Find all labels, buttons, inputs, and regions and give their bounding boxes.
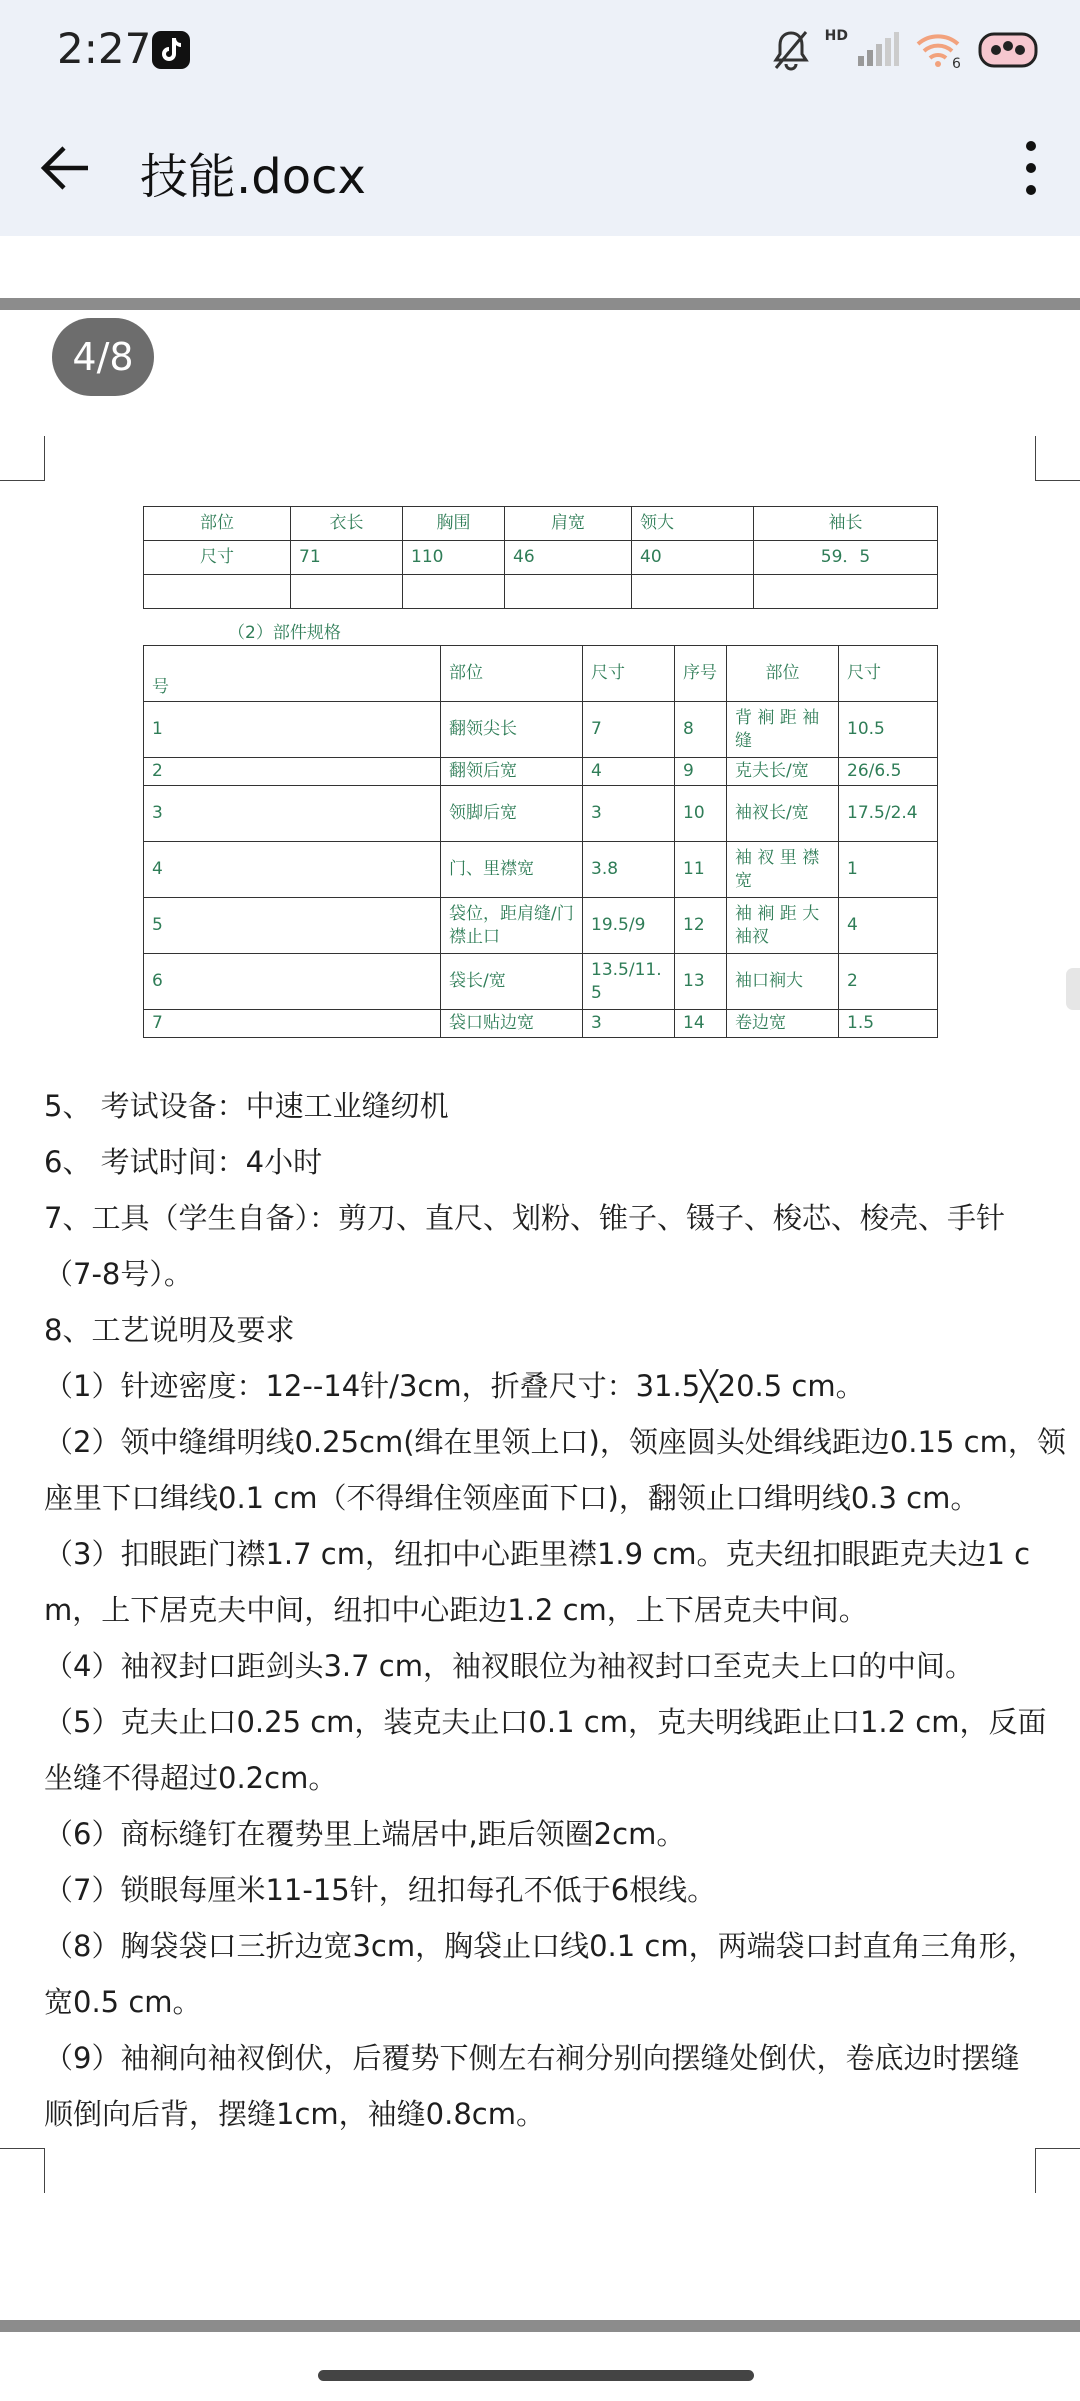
table-cell (754, 575, 938, 609)
table-cell: 11 (675, 842, 727, 898)
table-row (144, 842, 938, 898)
table-cell: 2 (839, 954, 938, 1010)
table-cell: 59．5 (754, 541, 938, 575)
page-corner-mark (0, 436, 45, 481)
table-cell: 领大 (632, 507, 754, 541)
table-cell: 3.8 (583, 842, 675, 898)
signal-icon (856, 32, 900, 68)
size-table (143, 506, 938, 609)
table-cell: 4 (583, 758, 675, 786)
table-cell: 10 (675, 786, 727, 842)
table-cell: 10.5 (839, 702, 938, 758)
table-cell: 40 (632, 541, 754, 575)
paragraph: m，上下居克夫中间，纽扣中心距边1.2 cm，上下居克夫中间。 (44, 1593, 868, 1627)
paragraph: 宽0.5 cm。 (44, 1985, 202, 2019)
paragraph: 6、 考试时间：4小时 (44, 1145, 323, 1179)
paragraph: （1）针迹密度：12--14针/3cm，折叠尺寸：31.5╳20.5 cm。 (44, 1369, 865, 1403)
bell-off-icon (771, 28, 811, 72)
table-cell: 袋位，距肩缝/门襟止口 (441, 898, 583, 954)
table-cell: 门、里襟宽 (441, 842, 583, 898)
table-cell: 19.5/9 (583, 898, 675, 954)
table-caption: （2）部件规格 (228, 623, 341, 643)
table-cell: 1 (144, 702, 441, 758)
table-cell: 12 (675, 898, 727, 954)
table-cell: 克夫长/宽 (727, 758, 839, 786)
table-cell: 衣长 (291, 507, 403, 541)
table-cell: 卷边宽 (727, 1010, 839, 1038)
table-cell: 1.5 (839, 1010, 938, 1038)
table-cell: 5 (144, 898, 441, 954)
table-cell: 2 (144, 758, 441, 786)
table-cell: 部位 (441, 646, 583, 702)
battery-icon (978, 30, 1040, 70)
wifi-icon (914, 30, 964, 70)
table-cell: 尺寸 (583, 646, 675, 702)
app-bar (0, 100, 1080, 236)
table-row (144, 702, 938, 758)
paragraph: （2）领中缝缉明线0.25cm(缉在里领上口)，领座圆头处缉线距边0.15 cm，领 (44, 1425, 1066, 1459)
table-cell: 号 (144, 646, 441, 702)
paragraph: 座里下口缉线0.1 cm（不得缉住领座面下口)，翻领止口缉明线0.3 cm。 (44, 1481, 980, 1515)
table-cell: 4 (144, 842, 441, 898)
table-row (144, 898, 938, 954)
paragraph: 8、工艺说明及要求 (44, 1313, 295, 1347)
network-type-label: HD (824, 28, 848, 44)
table-cell: 袋口贴边宽 (441, 1010, 583, 1038)
wifi-label: 6 (952, 56, 961, 70)
table-cell: 3 (583, 1010, 675, 1038)
gesture-nav-handle[interactable] (318, 2370, 754, 2381)
table-row (144, 786, 938, 842)
table-row (144, 1010, 938, 1038)
table-row (144, 758, 938, 786)
table-cell: 袖 衩 里 襟 宽 (727, 842, 839, 898)
paragraph: 坐缝不得超过0.2cm。 (44, 1761, 338, 1795)
status-icons (771, 28, 1040, 72)
paragraph: （8）胸袋袋口三折边宽3cm，胸袋止口线0.1 cm，两端袋口封直角三角形， (44, 1929, 1037, 1963)
clock: 2:27 (57, 24, 152, 73)
table-cell: 袋长/宽 (441, 954, 583, 1010)
table-cell: 袖 裥 距 大 袖衩 (727, 898, 839, 954)
page-separator (0, 2320, 1080, 2332)
table-cell: 肩宽 (505, 507, 632, 541)
page-separator (0, 298, 1080, 310)
table-cell (632, 575, 754, 609)
table-cell: 背 裥 距 袖 缝 (727, 702, 839, 758)
table-cell: 110 (403, 541, 505, 575)
paragraph: （3）扣眼距门襟1.7 cm，纽扣中心距里襟1.9 cm。克夫纽扣眼距克夫边1 c (44, 1537, 1031, 1571)
paragraph: 顺倒向后背，摆缝1cm，袖缝0.8cm。 (44, 2097, 545, 2131)
page-corner-mark (1035, 2148, 1080, 2193)
table-cell: 13 (675, 954, 727, 1010)
paragraph: （9）袖裥向袖衩倒伏，后覆势下侧左右裥分别向摆缝处倒伏，卷底边时摆缝 (44, 2041, 1020, 2075)
table-cell: 71 (291, 541, 403, 575)
page-indicator: 4/8 (52, 318, 154, 396)
table-cell: 3 (144, 786, 441, 842)
table-cell: 翻领尖长 (441, 702, 583, 758)
table-cell: 部位 (727, 646, 839, 702)
table-cell: 8 (675, 702, 727, 758)
table-cell: 尺寸 (839, 646, 938, 702)
table-cell: 部位 (144, 507, 291, 541)
paragraph: （6）商标缝钉在覆势里上端居中,距后领圈2cm。 (44, 1817, 686, 1851)
table-cell: 袖长 (754, 507, 938, 541)
table-cell: 14 (675, 1010, 727, 1038)
table-cell (291, 575, 403, 609)
tiktok-notification-icon (152, 31, 190, 69)
more-options-icon[interactable] (1016, 136, 1046, 200)
table-cell: 翻领后宽 (441, 758, 583, 786)
table-cell: 胸围 (403, 507, 505, 541)
table-cell: 3 (583, 786, 675, 842)
paragraph: （7-8号）。 (44, 1257, 193, 1291)
paragraph: （4）袖衩封口距剑头3.7 cm，袖衩眼位为袖衩封口至克夫上口的中间。 (44, 1649, 974, 1683)
status-bar (0, 0, 1080, 100)
document-title: 技能.docx (140, 149, 366, 205)
table-row (144, 541, 938, 575)
table-cell (403, 575, 505, 609)
page-corner-mark (1035, 436, 1080, 481)
table-cell: 领脚后宽 (441, 786, 583, 842)
paragraph: （5）克夫止口0.25 cm，装克夫止口0.1 cm，克夫明线距止口1.2 cm，反面 (44, 1705, 1047, 1739)
back-arrow-icon[interactable] (38, 140, 94, 196)
table-cell: 6 (144, 954, 441, 1010)
table-cell: 17.5/2.4 (839, 786, 938, 842)
table-row (144, 507, 938, 541)
page-corner-mark (0, 2148, 45, 2193)
table-cell (144, 575, 291, 609)
document-body (44, 1078, 1066, 2142)
table-cell: 序号 (675, 646, 727, 702)
table-cell: 7 (583, 702, 675, 758)
table-cell: 9 (675, 758, 727, 786)
table-cell: 尺寸 (144, 541, 291, 575)
table-cell: 13.5/11.5 (583, 954, 675, 1010)
table-cell: 袖衩长/宽 (727, 786, 839, 842)
table-cell: 7 (144, 1010, 441, 1038)
paragraph: 5、 考试设备：中速工业缝纫机 (44, 1089, 449, 1123)
paragraph: （7）锁眼每厘米11-15针，纽扣每孔不低于6根线。 (44, 1873, 717, 1907)
table-cell: 4 (839, 898, 938, 954)
table-cell (505, 575, 632, 609)
table-cell: 46 (505, 541, 632, 575)
scrollbar-thumb[interactable] (1066, 968, 1080, 1010)
table-row (144, 954, 938, 1010)
parts-spec-table (143, 645, 938, 1038)
table-cell: 1 (839, 842, 938, 898)
table-row (144, 646, 938, 702)
table-cell: 26/6.5 (839, 758, 938, 786)
paragraph: 7、工具（学生自备）：剪刀、直尺、划粉、锥子、镊子、梭芯、梭壳、手针 (44, 1201, 1005, 1235)
table-cell: 袖口裥大 (727, 954, 839, 1010)
table-row (144, 575, 938, 609)
